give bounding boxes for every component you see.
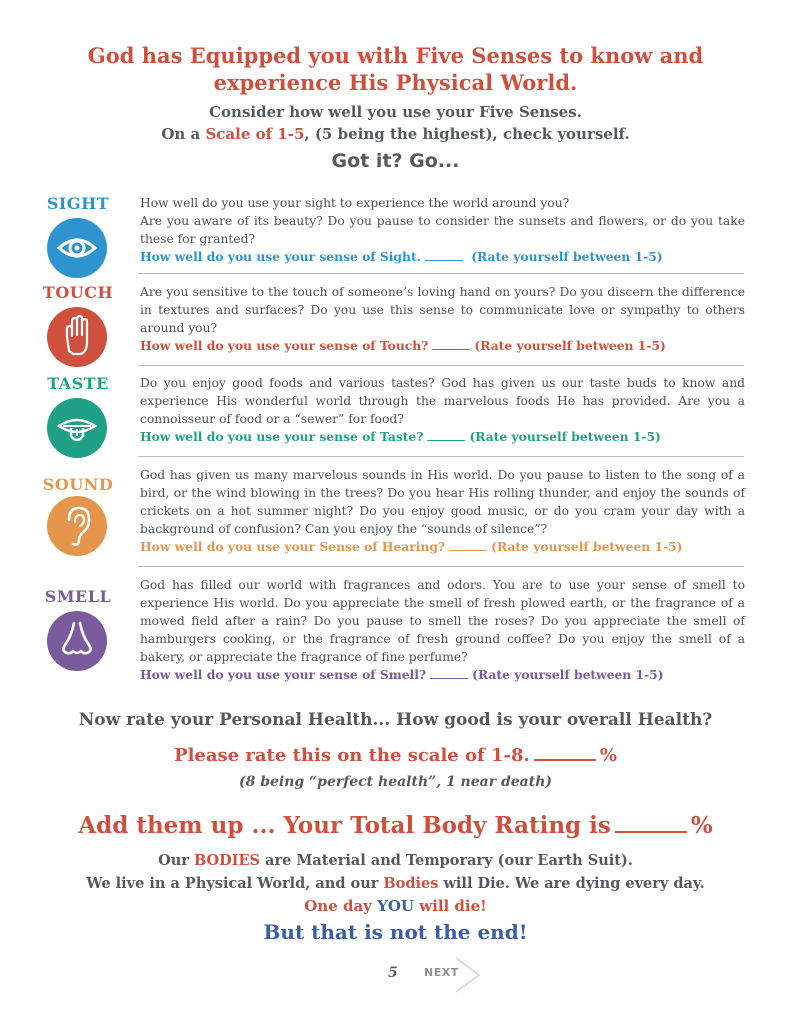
total-rating — [20, 812, 771, 839]
bodies-text: Material — [296, 852, 366, 869]
bodies-text: We live in a Physical World, and our — [86, 875, 384, 892]
intro-text: , (5 being the highest), check yourself. — [304, 125, 630, 143]
sense-text — [140, 374, 745, 446]
bodies-emphasis: Bodies — [383, 875, 439, 892]
sense-label: SIGHT — [46, 194, 110, 213]
bodies-text: are — [260, 852, 297, 869]
question-text: How well do you use your sense of Smell? — [140, 667, 427, 682]
intro-text: On a — [161, 125, 206, 143]
bodies-text: will die! — [413, 897, 487, 915]
rating-blank[interactable] — [425, 260, 463, 261]
sense-sound — [36, 466, 756, 558]
bodies-text: (our Earth Suit). — [492, 852, 633, 869]
intro-line-1 — [40, 101, 751, 123]
rating-question — [140, 428, 745, 446]
total-rating-text: Add them up ... Your Total Body Rating is — [78, 812, 611, 839]
bodies-text: and — [365, 852, 406, 869]
question-text: How well do you use your sense of Touch? — [140, 338, 429, 353]
rate-hint: (Rate yourself between 1-5) — [474, 338, 666, 353]
rating-blank[interactable] — [430, 678, 468, 679]
next-arrow-icon[interactable] — [454, 956, 482, 994]
bodies-line-3 — [20, 897, 771, 915]
ear-icon — [47, 496, 107, 556]
divider — [138, 566, 744, 567]
sense-text — [140, 194, 745, 266]
bodies-line-2 — [20, 875, 771, 892]
mouth-icon — [47, 398, 107, 458]
question-text: How well do you use your Sense of Hearing? — [140, 539, 446, 554]
sense-text — [140, 576, 745, 684]
divider — [138, 273, 744, 274]
total-rating-blank[interactable] — [615, 831, 687, 833]
health-scale — [20, 745, 771, 766]
percent-sign: % — [599, 745, 617, 766]
health-scale-text: Please rate this on the scale of 1-8. — [174, 745, 530, 766]
footer — [0, 960, 791, 1000]
bodies-emphasis: YOU — [377, 897, 414, 915]
nose-icon — [47, 611, 107, 671]
go-heading: Got it? Go... — [331, 150, 460, 172]
question-text: How well do you use your sense of Taste? — [140, 429, 424, 444]
rating-blank[interactable] — [427, 440, 465, 441]
sense-paragraph: Are you sensitive to the touch of someone’s loving hand on yours? Do you discern the difference in textures and surfaces? Do you use this sense to communicate love or sympathy to others around you? — [140, 285, 745, 335]
rating-question — [140, 538, 745, 556]
sense-paragraph: Are you aware of its beauty? Do you pause to consider the sunsets and flowers, or do you take these for granted? — [140, 214, 745, 246]
sense-touch — [36, 283, 756, 357]
rating-question — [140, 337, 745, 355]
page-title — [40, 42, 751, 96]
sense-paragraph: God has given us many marvelous sounds in His world. Do you pause to listen to the song of a bird, or the wind blowing in the trees? Do you hear His rolling thunder, and enjoy the sounds of crickets on a hot summer night? Do you enjoy good music, or do you cram your day with a background of confusion? Can you enjoy the “sounds of silence”? — [140, 468, 745, 536]
page-number: 5 — [388, 965, 398, 981]
bodies-line-1 — [20, 852, 771, 869]
sense-label: TASTE — [47, 374, 109, 393]
sense-paragraph: God has filled our world with fragrances and odors. You are to use your sense of smell to experience His world. Do you appreciate the smell of fresh plowed earth, or the fragrance of a mowed field after a rain? Do you pause to smell the roses? Do you appreciate the smell of hamburgers cooking, or the fragrance of fresh ground coffee? Do you enjoy the smell of a bakery, or appreciate the fragrance of fine perfume? — [140, 578, 745, 664]
sense-taste — [36, 374, 756, 448]
rating-question — [140, 666, 745, 684]
bodies-line-4: But that is not the end! — [263, 920, 528, 944]
intro-text: Consider how well you use your — [209, 103, 480, 121]
intro-scale: Scale of 1-5 — [205, 125, 305, 143]
divider — [138, 365, 744, 366]
sense-paragraph: How well do you use your sight to experience the world around you? — [140, 196, 570, 210]
sense-smell — [36, 576, 756, 686]
next-button[interactable]: NEXT — [424, 966, 459, 979]
bodies-text: will Die. We are dying every day. — [438, 875, 705, 892]
sense-label: SOUND — [42, 475, 114, 494]
hand-icon — [47, 307, 107, 367]
sense-paragraph: Do you enjoy good foods and various tastes? God has given us our taste buds to know and experience His wonderful world through the marvelous foods He has provided. Are you a connoisseur of food or a “sewer” for food? — [140, 376, 745, 426]
rate-hint: (Rate yourself between 1-5) — [471, 249, 663, 264]
rate-hint: (Rate yourself between 1-5) — [491, 539, 683, 554]
intro-text: . — [576, 103, 582, 121]
sense-label: TOUCH — [42, 283, 114, 302]
intro-line-2 — [40, 123, 751, 145]
health-rating-blank[interactable] — [534, 759, 596, 761]
rate-hint: (Rate yourself between 1-5) — [472, 667, 664, 682]
sense-text — [140, 466, 745, 556]
health-heading: Now rate your Personal Health... How good is your overall Health? — [78, 710, 713, 730]
sense-text — [140, 283, 745, 355]
rating-blank[interactable] — [449, 550, 487, 551]
intro-emphasis: Five Senses — [479, 103, 577, 121]
title-line-1: God has Equipped you with Five Senses to know and — [87, 43, 704, 68]
bodies-text: Our — [158, 852, 194, 869]
divider — [138, 456, 744, 457]
bodies-text: One day — [304, 897, 378, 915]
rate-hint: (Rate yourself between 1-5) — [469, 429, 661, 444]
bodies-emphasis: BODIES — [193, 852, 260, 869]
title-line-2: experience His Physical World. — [213, 70, 578, 95]
intro — [40, 101, 751, 145]
bodies-text: Temporary — [405, 852, 493, 869]
question-text: How well do you use your sense of Sight. — [140, 249, 421, 264]
rating-question — [140, 248, 745, 266]
health-note: (8 being “perfect health”, 1 near death) — [239, 774, 552, 790]
percent-sign: % — [690, 812, 713, 839]
rating-blank[interactable] — [432, 349, 470, 350]
sense-sight — [36, 194, 756, 266]
sense-label: SMELL — [44, 587, 112, 606]
eye-icon — [47, 218, 107, 278]
